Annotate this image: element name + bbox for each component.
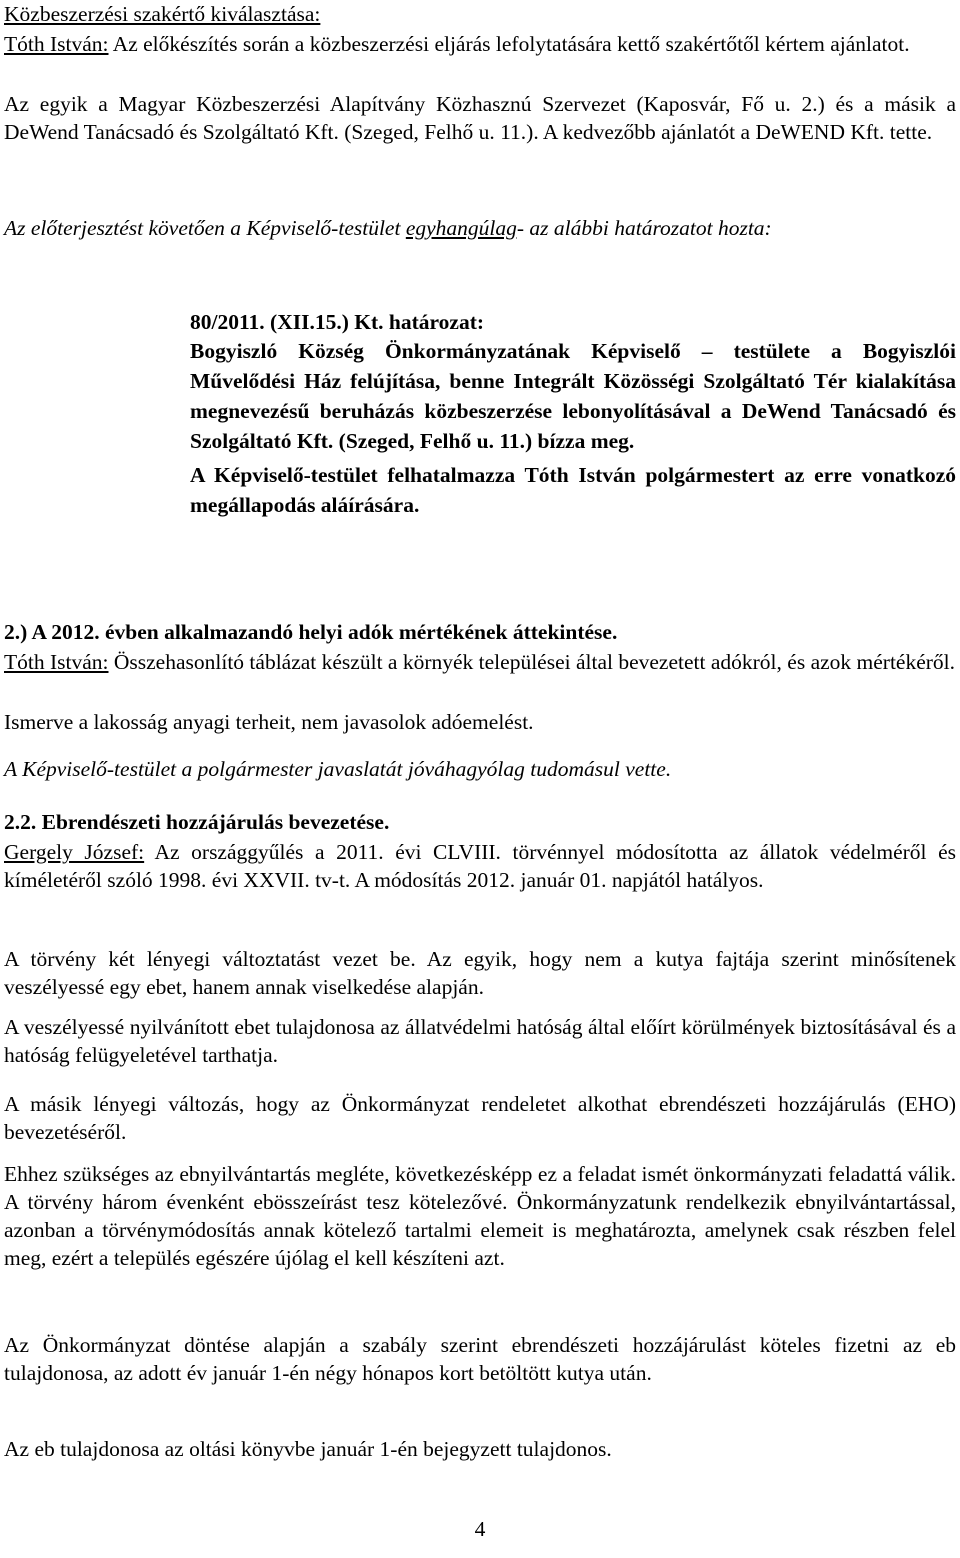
dog-p1: A törvény két lényegi változtatást vezet be. Az egyik, hogy nem a kutya fajtája szerint minősítenek veszélyessé egy ebet, hanem annak viselkedése alapján.: [4, 947, 956, 999]
speaker-name: Tóth István:: [4, 650, 109, 674]
dog-p3: A másik lényegi változás, hogy az Önkormányzat rendeletet alkothat ebrendészeti hozzájárulás (EHO) bevezetéséről.: [4, 1092, 956, 1144]
dog-heading: 2.2. Ebrendészeti hozzájárulás bevezetése.: [4, 810, 390, 834]
dog-p6: Az eb tulajdonosa az oltási könyvbe január 1-én bejegyzett tulajdonos.: [4, 1437, 612, 1461]
tax-heading: 2.) A 2012. évben alkalmazandó helyi adók mértékének áttekintése.: [4, 620, 618, 644]
vote-intro-a: Az előterjesztést követően a Képviselő-testület: [4, 216, 406, 240]
speaker-name: Gergely József:: [4, 840, 145, 864]
resolution-authorization: A Képviselő-testület felhatalmazza Tóth István polgármestert az erre vonatkozó megállapodás aláírására.: [190, 463, 956, 517]
expert-heading: Közbeszerzési szakértő kiválasztása:: [4, 2, 321, 26]
resolution-body: Bogyiszló Község Önkormányzatának Képviselő – testülete a Bogyiszlói Művelődési Ház felújítása, benne Integrált Közösségi Szolgáltató Tér kialakítása megnevezésű beruházás közbeszerzése lebonyolításával a DeWend Tanácsadó és Szolgáltató Kft. (Szeged, Felhő u. 11.) bízza meg.: [190, 339, 956, 453]
dog-p5: Az Önkormányzat döntése alapján a szabály szerint ebrendészeti hozzájárulást köteles fizetni az eb tulajdonosa, az adott év január 1-én négy hónapos kort betöltött kutya után.: [4, 1333, 956, 1385]
tax-text: Összehasonlító táblázat készült a környék települései által bevezetett adókról, és azok mértékéről.: [108, 650, 956, 674]
page-number: 4: [474, 1517, 486, 1541]
dog-p2: A veszélyessé nyilvánított ebet tulajdonosa az állatvédelmi hatóság által előírt körülmények biztosításával és a hatóság felügyeletével tarthatja.: [4, 1015, 956, 1067]
tax-text-2: Ismerve a lakosság anyagi terheit, nem javasolok adóemelést.: [4, 710, 534, 734]
vote-intro-unanimous: egyhangúlag: [405, 216, 517, 240]
expert-text: Az előkészítés során a közbeszerzési eljárás lefolytatására kettő szakértőtől kértem ajánlatot.: [108, 32, 910, 56]
dog-paragraph: [4, 838, 956, 894]
resolution-number: 80/2011. (XII.15.) Kt. határozat:: [190, 310, 485, 334]
dog-text: Az országgyűlés a 2011. évi CLVIII. törvénnyel módosította az állatok védelméről és kíméletéről szóló 1998. évi XXVII. tv-t. A módosítás 2012. január 01. napjától hatályos.: [4, 840, 957, 892]
vote-intro: [4, 214, 956, 242]
expert-paragraph: [4, 30, 956, 58]
tax-paragraph: [4, 648, 956, 676]
resolution-block: [190, 308, 956, 520]
vote-intro-c: - az alábbi határozatot hozta:: [516, 216, 772, 240]
tax-decision: A Képviselő-testület a polgármester javaslatát jóváhagyólag tudomásul vette.: [4, 757, 672, 781]
dog-p4: Ehhez szükséges az ebnyilvántartás megléte, következésképp ez a feladat ismét önkormányzati feladattá válik. A törvény három évenként ebösszeírást tesz kötelezővé. Önkormányzatunk rendelkezik ebnyilvántartással, azonban a törvénymódosítás annak kötelező tartalmi elemeit is meghatározta, amelynek csak részben felel meg, ezért a település egészére újólag el kell készíteni azt.: [4, 1162, 956, 1270]
expert-offer: Az egyik a Magyar Közbeszerzési Alapítvány Közhasznú Szervezet (Kaposvár, Fő u. 2.) és a másik a DeWend Tanácsadó és Szolgáltató Kft. (Szeged, Felhő u. 11.). A kedvezőbb ajánlatót a DeWEND Kft. tette.: [4, 92, 956, 144]
speaker-name: Tóth István:: [4, 32, 109, 56]
